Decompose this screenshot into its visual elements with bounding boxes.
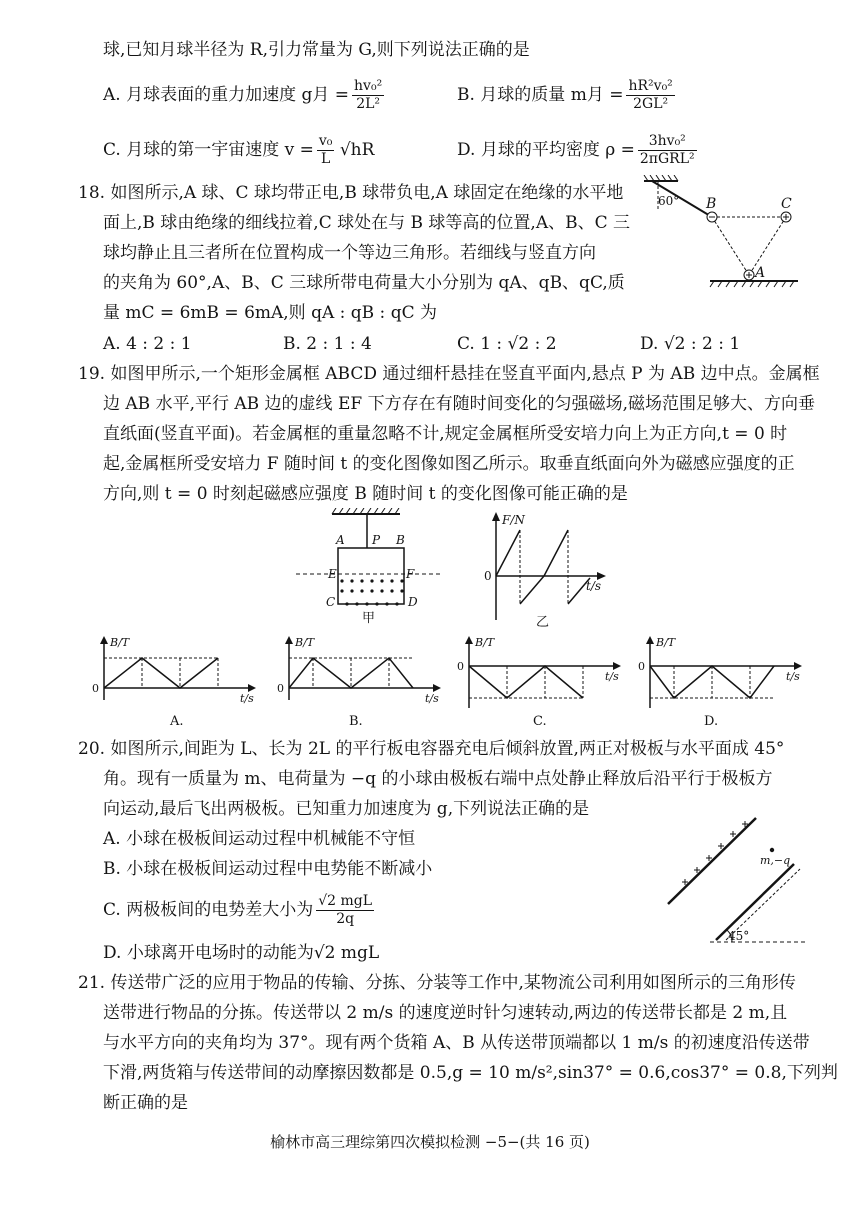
q19-figure-yi xyxy=(478,508,613,630)
q20-line-1: 20. 如图所示,间距为 L、长为 2L 的平行板电容器充电后倾斜放置,两正对极板与水平面成 45° xyxy=(78,739,785,759)
point-p: P xyxy=(372,533,381,547)
fraction: $\frac{\text{hv₀²}}{\text{2L²}}$ xyxy=(354,78,383,112)
ball-b-label: B xyxy=(706,196,717,212)
caption-yi: 乙 xyxy=(536,615,550,630)
fraction: $\frac{\text{v₀}}{L}$ xyxy=(318,133,333,167)
q20-figure xyxy=(660,812,810,954)
q18-line-2: 面上,B 球由绝缘的细线拉着,C 球处在与 B 球等高的位置,A、B、C 三 xyxy=(103,213,630,233)
q20-option-c: C. 两极板间的电势差大小为 $\frac{\text{√2 mgL}}{2q}$ xyxy=(103,893,373,927)
q18-figure xyxy=(640,175,805,295)
svg-text:B/T: B/T xyxy=(295,636,315,649)
q20-option-d: D. 小球离开电场时的动能为√2 mgL xyxy=(103,943,380,963)
q19-line-3: 直纸面(竖直平面)。若金属框的重量忽略不计,规定金属框所受安培力向上为正方向,t = 0 时 xyxy=(103,424,788,444)
corner-d: D xyxy=(408,595,418,609)
ball-a-label: A xyxy=(755,265,766,281)
page-footer: 榆林市高三理综第四次模拟检测 −5−(共 16 页) xyxy=(270,1133,590,1151)
fraction: $\frac{\text{3hv₀²}}{\text{2πGRL²}}$ xyxy=(639,133,695,167)
svg-text:C.: C. xyxy=(533,714,547,729)
q19-line-4: 起,金属框所受安培力 F 随时间 t 的变化图像如图乙所示。取垂直纸面向外为磁感应强度的正 xyxy=(103,454,795,474)
angle-label: 45° xyxy=(728,929,750,943)
corner-b: B xyxy=(396,533,405,547)
q18-line-5: 量 mC = 6mB = 6mA,则 qA : qB : qC 为 xyxy=(103,303,437,323)
q21-line-2: 送带进行物品的分拣。传送带以 2 m/s 的速度逆时针匀速转动,两边的传送带长都是 2 m,且 xyxy=(103,1003,788,1023)
q19-graph-b xyxy=(275,632,445,730)
q17-option-a: A. 月球表面的重力加速度 g月 = $\frac{\text{hv₀²}}{\text{2L²}}$ xyxy=(103,78,383,112)
q17-option-d: D. 月球的平均密度 ρ = $\frac{\text{3hv₀²}}{\text{2πGRL²}}$ xyxy=(457,133,695,167)
fraction: $\frac{\text{√2 mgL}}{2q}$ xyxy=(318,893,373,927)
q19-figure-jia xyxy=(292,508,442,626)
q18-option-c: C. 1 : √2 : 2 xyxy=(457,334,557,354)
svg-text:A.: A. xyxy=(170,714,184,729)
svg-text:0: 0 xyxy=(92,682,99,695)
caption-jia: 甲 xyxy=(362,611,376,626)
q19-line-5: 方向,则 t = 0 时刻起磁感应强度 B 随时间 t 的变化图像可能正确的是 xyxy=(103,484,628,504)
q19-graph-d xyxy=(636,632,806,730)
corner-c: C xyxy=(326,595,336,609)
q21-line-5: 断正确的是 xyxy=(103,1093,188,1113)
q20-option-b: B. 小球在极板间运动过程中电势能不断减小 xyxy=(103,859,433,879)
svg-text:t/s: t/s xyxy=(786,670,800,683)
q20-line-3: 向运动,最后飞出两极板。已知重力加速度为 g,下列说法正确的是 xyxy=(103,799,590,819)
svg-text:B.: B. xyxy=(349,714,363,729)
svg-text:0: 0 xyxy=(277,682,284,695)
yi-origin: 0 xyxy=(484,569,492,583)
svg-text:B/T: B/T xyxy=(656,636,676,649)
q19-line-2: 边 AB 水平,平行 AB 边的虚线 EF 下方存在有随时间变化的匀强磁场,磁场范围足够大、方向垂 xyxy=(103,394,815,414)
svg-text:0: 0 xyxy=(457,660,464,673)
q19-line-1: 19. 如图甲所示,一个矩形金属框 ABCD 通过细杆悬挂在竖直平面内,悬点 P 为 AB 边中点。金属框 xyxy=(78,364,820,384)
q17-stem-tail: 球,已知月球半径为 R,引力常量为 G,则下列说法正确的是 xyxy=(103,40,530,60)
q18-line-4: 的夹角为 60°,A、B、C 三球所带电荷量大小分别为 qA、qB、qC,质 xyxy=(103,273,625,293)
q19-graph-c xyxy=(455,632,625,730)
svg-text:B/T: B/T xyxy=(475,636,495,649)
q21-line-4: 下滑,两货箱与传送带间的动摩擦因数都是 0.5,g = 10 m/s²,sin37° = 0.6,cos37° = 0.8,下列判 xyxy=(103,1063,838,1083)
point-e: E xyxy=(328,567,337,581)
magnetic-field-dots xyxy=(340,579,403,605)
corner-a: A xyxy=(336,533,345,547)
svg-text:B/T: B/T xyxy=(110,636,130,649)
svg-text:t/s: t/s xyxy=(240,692,254,705)
q20-option-a: A. 小球在极板间运动过程中机械能不守恒 xyxy=(103,829,416,849)
q18-option-b: B. 2 : 1 : 4 xyxy=(283,334,372,354)
q18-line-3: 球均静止且三者所在位置构成一个等边三角形。若细线与竖直方向 xyxy=(103,243,596,263)
angle-label: 60° xyxy=(658,194,680,208)
q18-option-a: A. 4 : 2 : 1 xyxy=(103,334,192,354)
q19-graph-a xyxy=(90,632,260,730)
fraction: $\frac{\text{hR²v₀²}}{\text{2GL²}}$ xyxy=(628,78,673,112)
yi-ylabel: F/N xyxy=(502,513,525,527)
q20-line-2: 角。现有一质量为 m、电荷量为 −q 的小球由极板右端中点处静止释放后沿平行于极板方 xyxy=(103,769,773,789)
yi-xlabel: t/s xyxy=(586,579,602,593)
q17-option-c: C. 月球的第一宇宙速度 v = $\frac{\text{v₀}}{L}$ √hR xyxy=(103,133,375,167)
point-f: F xyxy=(406,567,415,581)
q21-line-3: 与水平方向的夹角均为 37°。现有两个货箱 A、B 从传送带顶端都以 1 m/s 的初速度沿传送带 xyxy=(103,1033,810,1053)
charge-label: m,−q xyxy=(760,854,791,867)
svg-text:D.: D. xyxy=(704,714,719,729)
q21-line-1: 21. 传送带广泛的应用于物品的传输、分拣、分装等工作中,某物流公司利用如图所示的三角形传 xyxy=(78,973,796,993)
ball-c-label: C xyxy=(781,196,792,212)
svg-text:t/s: t/s xyxy=(425,692,439,705)
svg-text:0: 0 xyxy=(638,660,645,673)
q18-line-1: 18. 如图所示,A 球、C 球均带正电,B 球带负电,A 球固定在绝缘的水平地 xyxy=(78,183,624,203)
svg-text:t/s: t/s xyxy=(605,670,619,683)
q18-option-d: D. √2 : 2 : 1 xyxy=(640,334,741,354)
q17-option-b: B. 月球的质量 m月 = $\frac{\text{hR²v₀²}}{\text{2GL²}}$ xyxy=(457,78,673,112)
